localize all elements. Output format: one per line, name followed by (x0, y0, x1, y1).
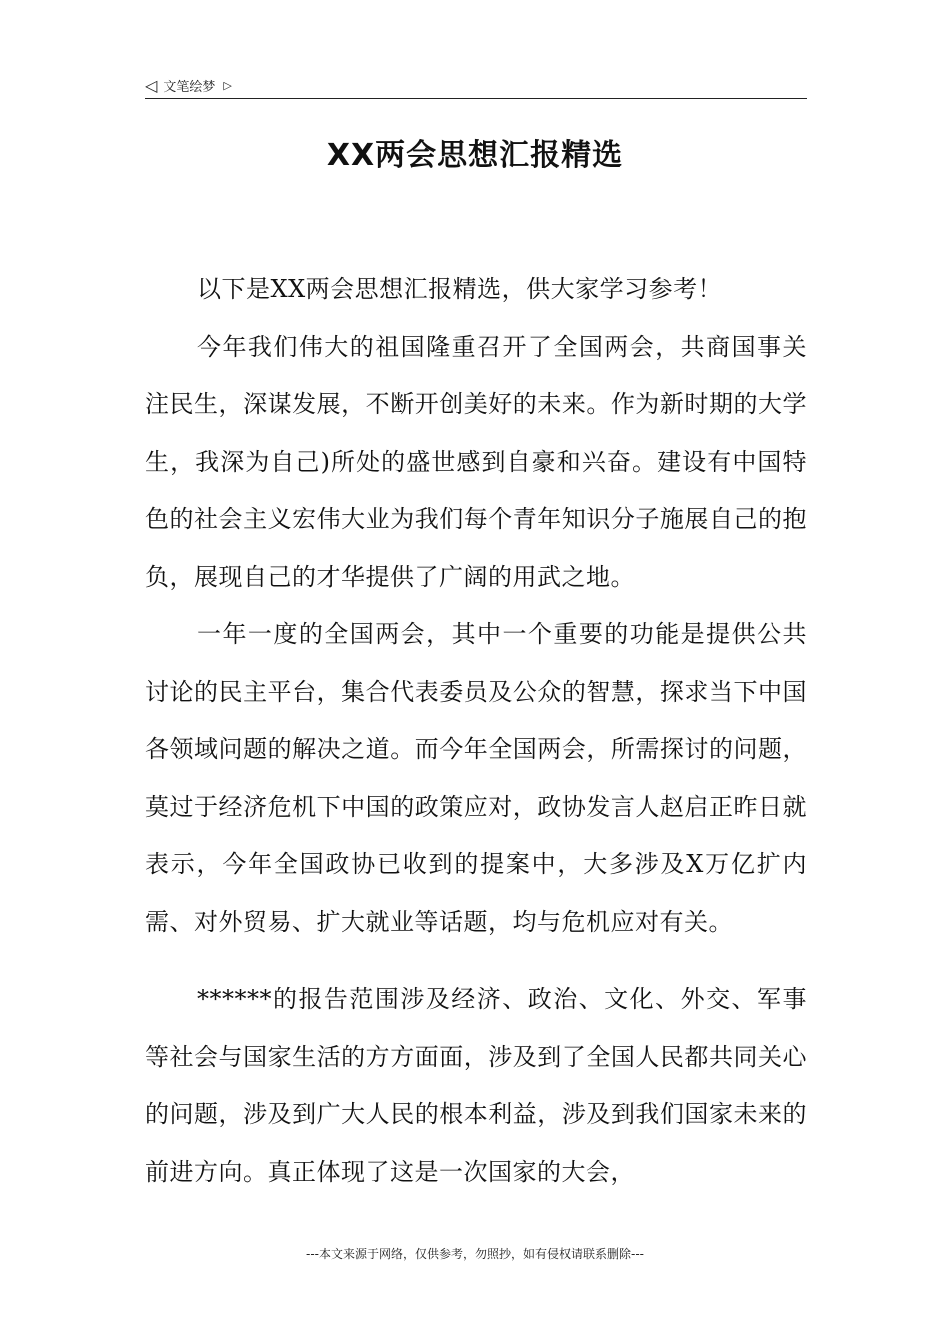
page-header (145, 72, 807, 99)
right-triangle-icon: ▷ (223, 79, 232, 92)
page-footer: ---本文来源于网络，仅供参考，勿照抄，如有侵权请联系删除--- (306, 1247, 644, 1261)
paragraph: 今年我们伟大的祖国隆重召开了全国两会，共商国事关注民生，深谋发展，不断开创美好的未来。作为新时期的大学生，我深为自己)所处的盛世感到自豪和兴奋。建设有中国特色的社会主义宏伟大业为我们每个青年知识分子施展自己的抱负，展现自己的才华提供了广阔的用武之地。 (145, 332, 807, 591)
left-triangle-icon: ◁ (145, 75, 158, 95)
document-title: XX两会思想汇报精选 (326, 138, 624, 173)
paragraph-intro: 以下是XX两会思想汇报精选，供大家学习参考！ (197, 275, 723, 303)
paragraph: 一年一度的全国两会，其中一个重要的功能是提供公共讨论的民主平台，集合代表委员及公众的智慧，探求当下中国各领域问题的解决之道。而今年全国两会，所需探讨的问题，莫过于经济危机下中国的政策应对，政协发言人赵启正昨日就表示，今年全国政协已收到的提案中，大多涉及X万亿扩内需、对外贸易、扩大就业等话题，均与危机应对有关。 (145, 620, 807, 936)
document-body (145, 261, 807, 1201)
header-brand-group (145, 76, 232, 95)
paragraph: ******的报告范围涉及经济、政治、文化、外交、军事等社会与国家生活的方方面面，涉及到了全国人民都共同关心的问题，涉及到广大人民的根本利益，涉及到我们国家未来的前进方向。真正体现了这是一次国家的大会， (145, 985, 807, 1186)
header-brand: 文笔绘梦 (163, 80, 216, 95)
